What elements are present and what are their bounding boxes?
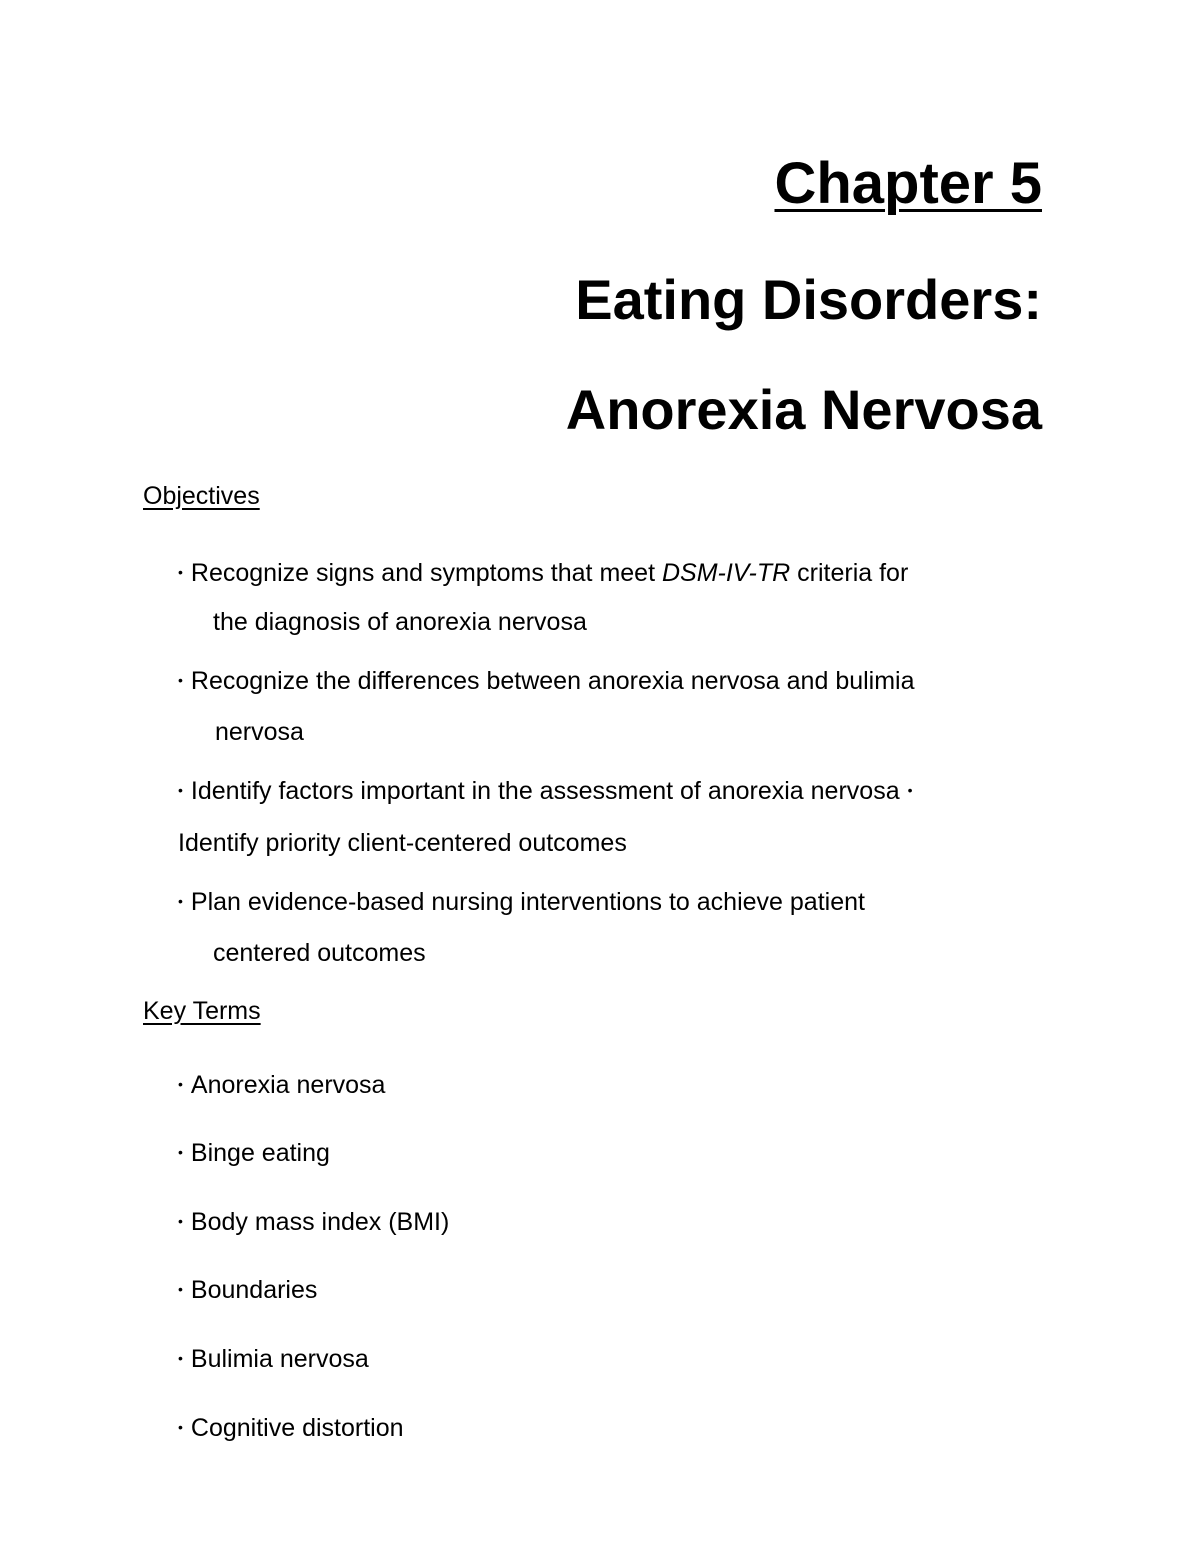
objective-item-3-text: Identify factors important in the assessment of anorexia nervosa (190, 777, 900, 805)
bullet: • (178, 672, 183, 688)
objective-item-3 (178, 779, 913, 804)
key-term-text: Binge eating (190, 1139, 330, 1167)
bullet: • (178, 1213, 183, 1229)
objective-item-1 (178, 561, 908, 586)
objectives-heading: Objectives (143, 482, 260, 510)
objective-item-1-text-end: criteria for (790, 559, 909, 587)
objective-item-5-text: Plan evidence-based nursing interventions to achieve patient (190, 888, 865, 916)
chapter-title-line-1: Eating Disorders: (575, 268, 1042, 331)
key-term-text: Bulimia nervosa (190, 1345, 369, 1373)
objective-item-2 (178, 669, 915, 694)
key-term-text: Cognitive distortion (190, 1414, 404, 1442)
bullet: • (178, 1076, 183, 1092)
bullet: • (178, 1281, 183, 1297)
key-term-item (178, 1347, 369, 1372)
bullet: • (178, 1144, 183, 1160)
key-term-text: Boundaries (190, 1276, 318, 1304)
objective-item-1-text: Recognize signs and symptoms that meet (190, 559, 662, 587)
objective-item-1-continuation: the diagnosis of anorexia nervosa (213, 608, 587, 636)
bullet: • (907, 782, 913, 798)
chapter-label: Chapter 5 (774, 151, 1042, 216)
chapter-title-line-2: Anorexia Nervosa (565, 378, 1042, 441)
key-term-item (178, 1210, 449, 1235)
objective-item-5-continuation: centered outcomes (213, 939, 426, 967)
key-term-item (178, 1073, 385, 1098)
objective-item-2-text: Recognize the differences between anorexia nervosa and bulimia (190, 667, 915, 695)
key-term-text: Anorexia nervosa (190, 1071, 386, 1099)
bullet: • (178, 893, 183, 909)
key-term-item (178, 1416, 404, 1441)
bullet: • (178, 1350, 183, 1366)
key-term-item (178, 1141, 330, 1166)
bullet: • (178, 564, 183, 580)
bullet: • (178, 1419, 183, 1435)
key-term-text: Body mass index (BMI) (190, 1208, 450, 1236)
objective-item-2-continuation: nervosa (215, 718, 304, 746)
objective-item-4: Identify priority client-centered outcomes (178, 829, 627, 857)
bullet: • (178, 782, 183, 798)
key-terms-heading: Key Terms (143, 997, 261, 1025)
objective-item-1-italic: DSM-IV-TR (661, 559, 791, 587)
key-term-item (178, 1278, 317, 1303)
objective-item-5 (178, 890, 865, 915)
